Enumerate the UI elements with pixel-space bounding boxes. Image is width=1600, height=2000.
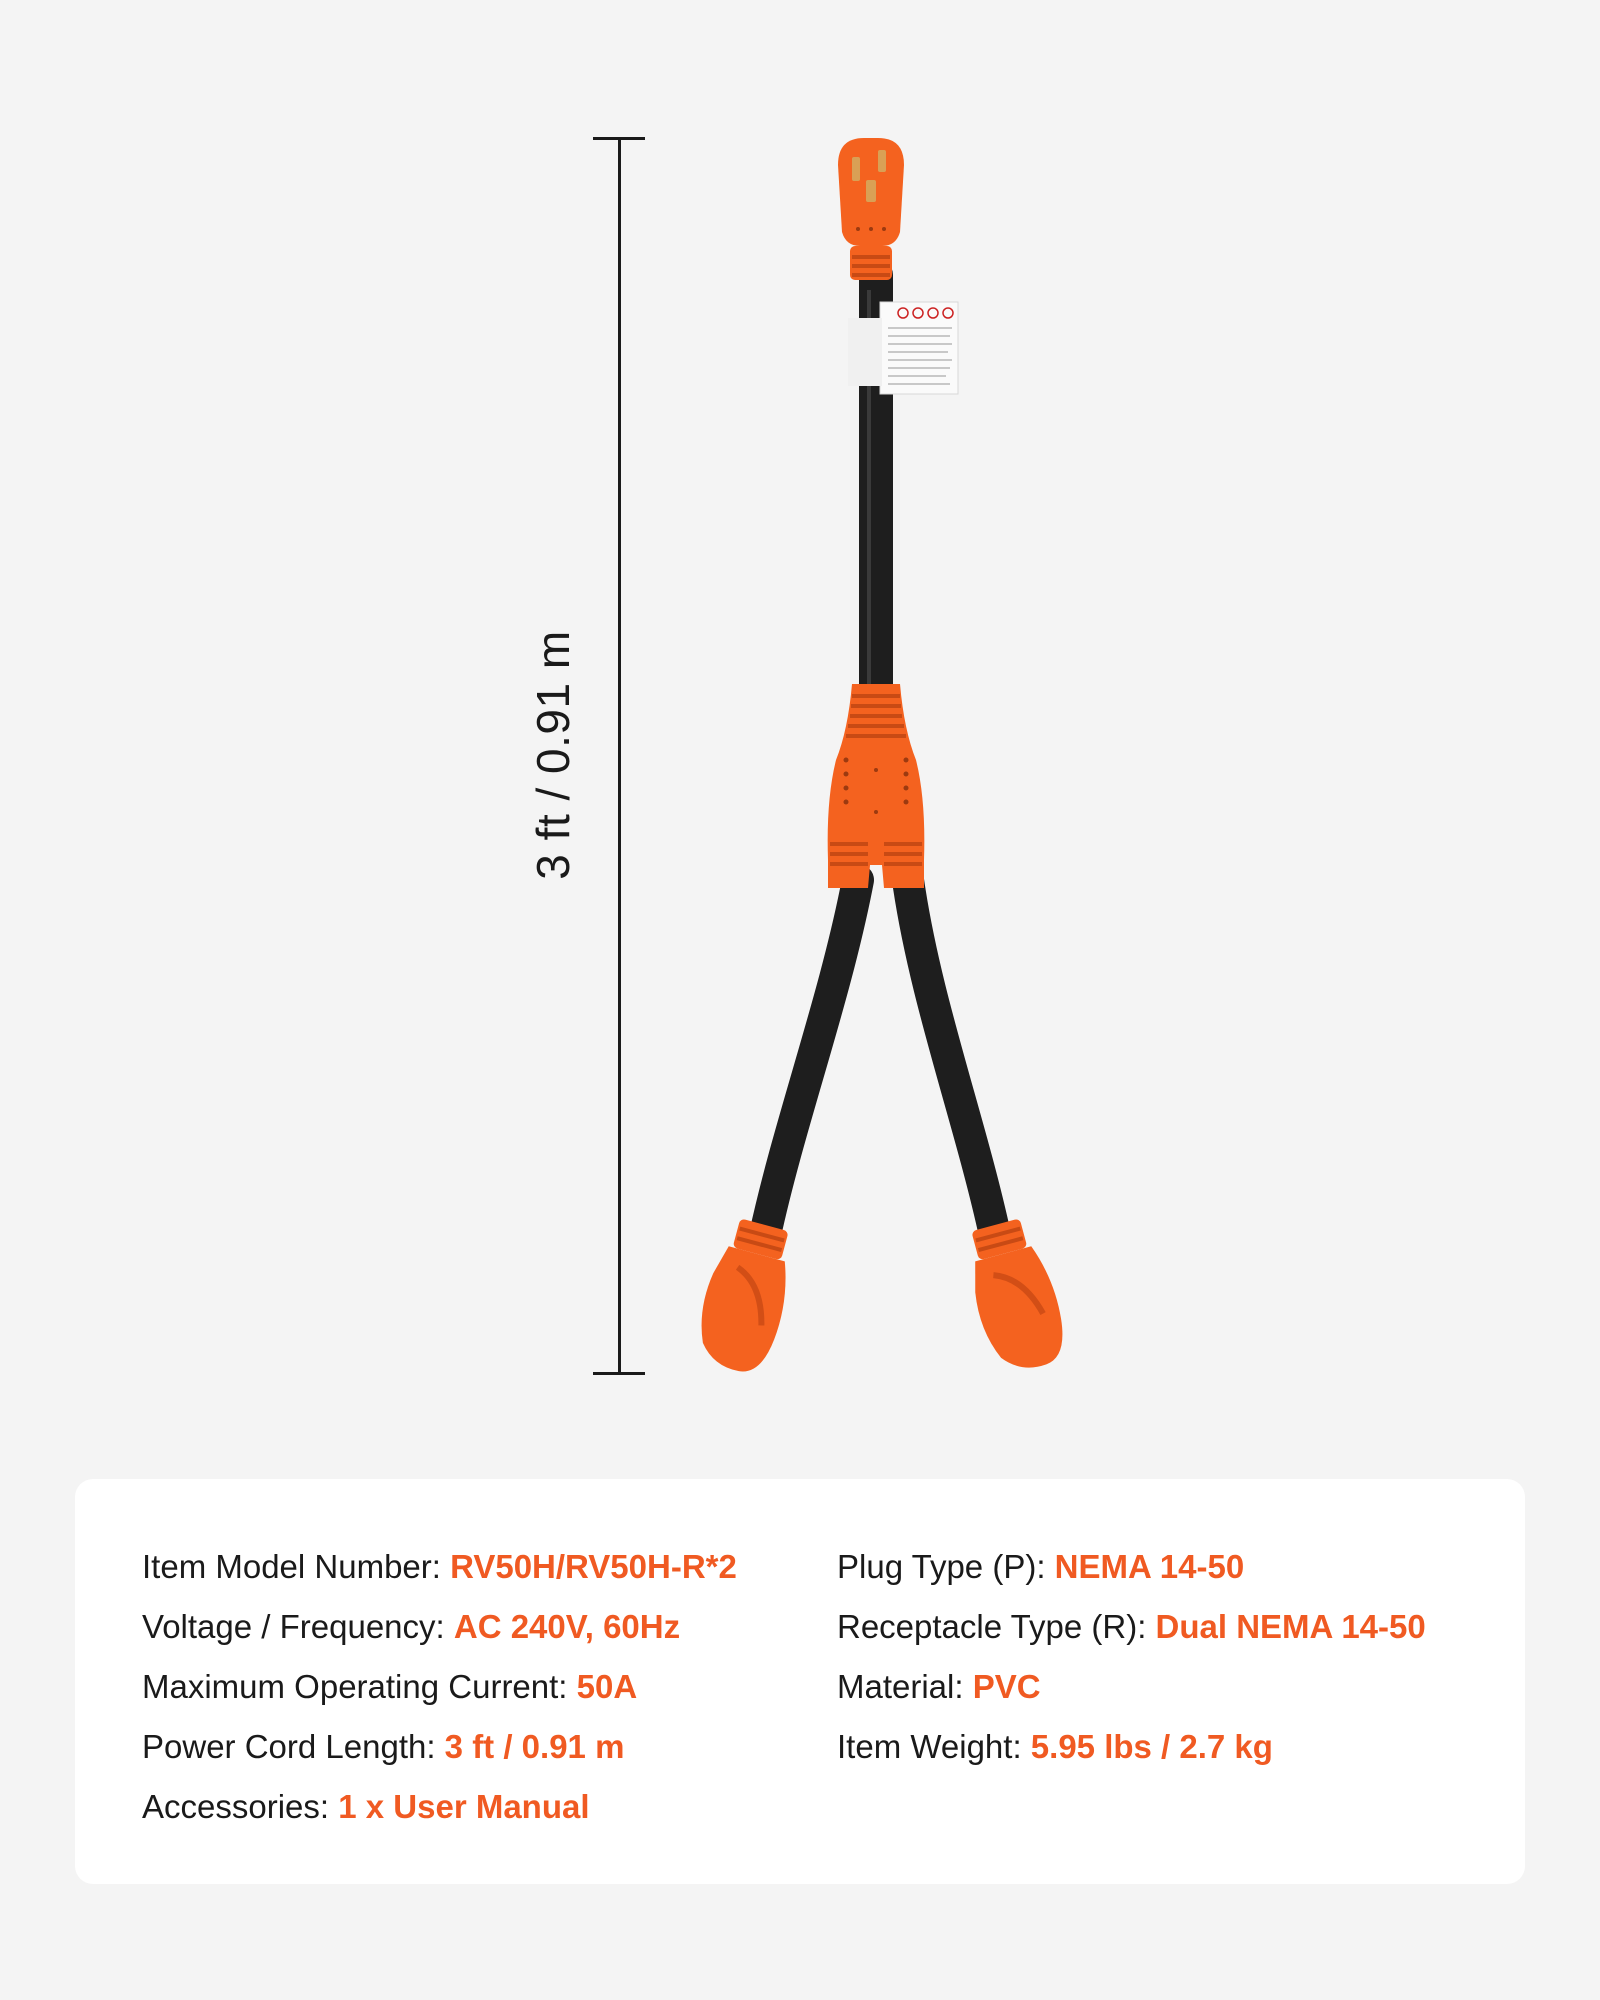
spec-label: Item Weight: <box>837 1728 1031 1765</box>
nema-plug-top <box>838 138 904 280</box>
spec-label: Receptacle Type (R): <box>837 1608 1156 1645</box>
spec-row-voltage <box>142 1597 737 1657</box>
spec-value: PVC <box>972 1668 1041 1705</box>
nema-receptacle-right <box>958 1215 1072 1378</box>
spec-value: AC 240V, 60Hz <box>453 1608 681 1645</box>
left-branch-cable <box>765 880 858 1235</box>
spec-value: 50A <box>576 1668 638 1705</box>
right-branch-cable <box>908 880 995 1235</box>
spec-label: Power Cord Length: <box>142 1728 445 1765</box>
nema-receptacle-left <box>689 1215 803 1378</box>
spec-row-receptacle-type <box>837 1597 1426 1657</box>
spec-row-cord-length <box>142 1717 737 1777</box>
spec-label: Item Model Number: <box>142 1548 451 1585</box>
spec-value: RV50H/RV50H-R*2 <box>450 1548 737 1585</box>
spec-label: Plug Type (P): <box>837 1548 1055 1585</box>
spec-value: NEMA 14-50 <box>1054 1548 1245 1585</box>
dimension-label: 3 ft / 0.91 m <box>527 630 579 880</box>
spec-value: 3 ft / 0.91 m <box>444 1728 625 1765</box>
specifications-card <box>75 1479 1525 1884</box>
spec-row-accessories <box>142 1777 737 1837</box>
spec-value: 5.95 lbs / 2.7 kg <box>1030 1728 1273 1765</box>
spec-row-material <box>837 1657 1426 1717</box>
spec-row-weight <box>837 1717 1426 1777</box>
spec-column-right <box>837 1537 1426 1777</box>
spec-row-plug-type <box>837 1537 1426 1597</box>
spec-row-current <box>142 1657 737 1717</box>
spec-label: Accessories: <box>142 1788 339 1825</box>
spec-row-model <box>142 1537 737 1597</box>
spec-label: Material: <box>837 1668 973 1705</box>
spec-label: Voltage / Frequency: <box>142 1608 454 1645</box>
spec-value: 1 x User Manual <box>338 1788 590 1825</box>
splitter-hub <box>828 684 925 888</box>
spec-value: Dual NEMA 14-50 <box>1155 1608 1426 1645</box>
spec-column-left <box>142 1537 737 1837</box>
spec-label: Maximum Operating Current: <box>142 1668 577 1705</box>
